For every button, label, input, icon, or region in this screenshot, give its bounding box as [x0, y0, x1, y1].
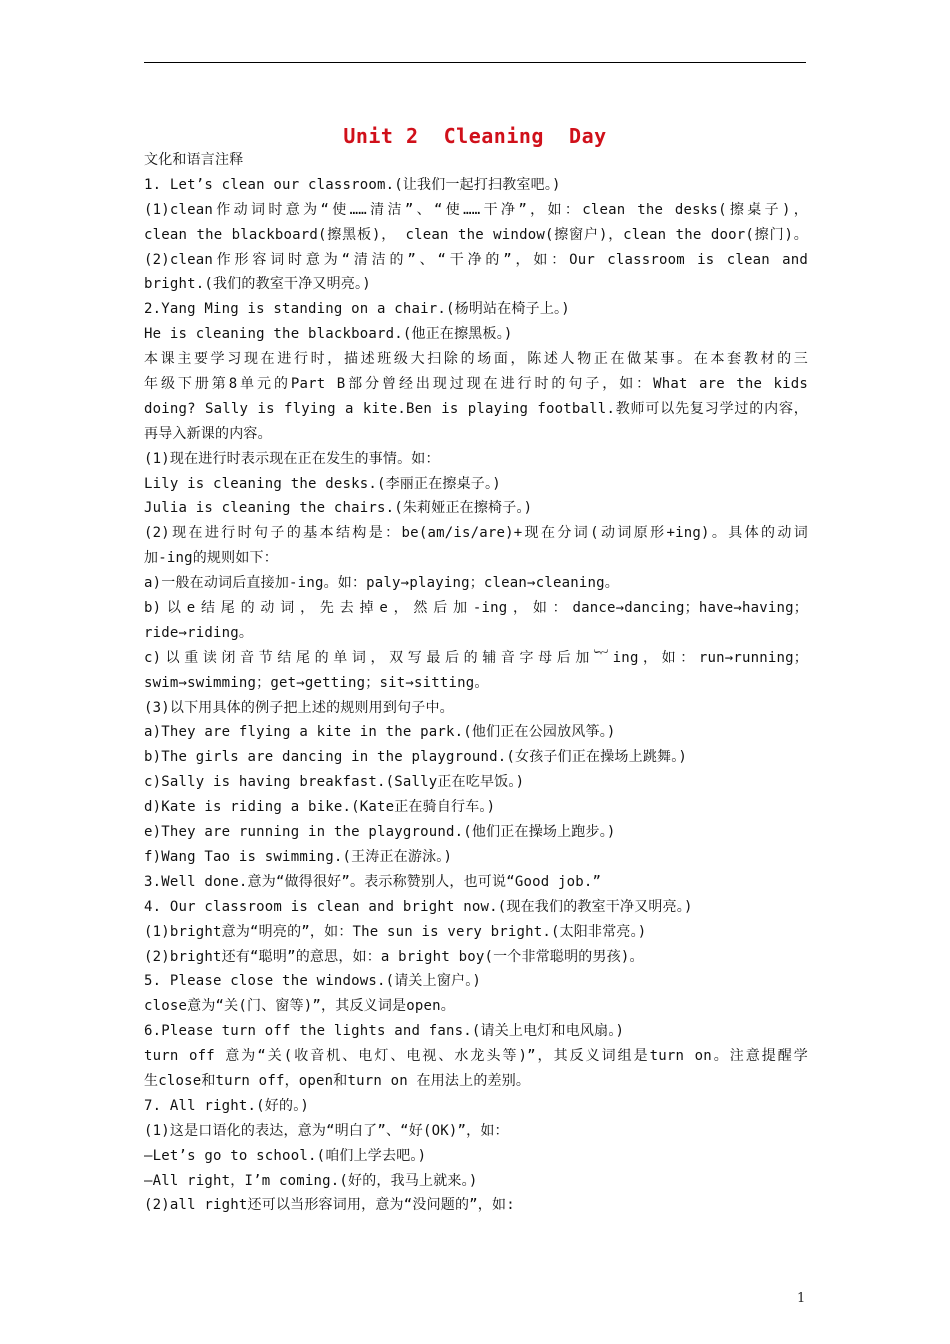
text-line: bright.(我们的教室干净又明亮。) — [144, 276, 371, 293]
text-line: Lily is cleaning the desks.(李丽正在擦桌子。) — [144, 475, 501, 492]
text-line: a)一般在动词后直接加-ing。如：paly→playing；clean→cleaning。 — [144, 575, 619, 592]
text-line: 3.Well done.意为“做得很好”。表示称赞别人，也可说“Good job.” — [144, 873, 602, 890]
text-line: ride→riding。 — [144, 624, 254, 641]
text-line: 年级下册第8单元的Part B部分曾经出现过现在进行时的句子，如：What are the kids — [144, 376, 808, 393]
text-line: c)Sally is having breakfast.(Sally正在吃早饭。) — [144, 774, 525, 791]
text-line: 生close和turn off，open和turn on 在用法上的差别。 — [144, 1072, 531, 1089]
text-line: He is cleaning the blackboard.(他正在擦黑板。) — [144, 326, 513, 343]
text-line: 4. Our classroom is clean and bright now.(现在我们的教室干净又明亮。) — [144, 898, 693, 915]
text-line: 5. Please close the windows.(请关上窗户。) — [144, 973, 482, 990]
page-number: 1 — [797, 1291, 806, 1306]
text-line: b)The girls are dancing in the playground.(女孩子们正在操场上跳舞。) — [144, 749, 688, 766]
text-line: (1)这是口语化的表达，意为“明白了”、“好(OK)”，如： — [144, 1122, 509, 1139]
text-line: e)They are running in the playground.(他们正在操场上跑步。) — [144, 824, 616, 841]
text-line: (2)现在进行时句子的基本结构是：be(am/is/are)+现在分词(动词原形+ing)。具体的动词 — [144, 525, 808, 542]
text-line: (2)all right还可以当形容词用，意为“没问题的”，如: — [144, 1197, 515, 1214]
text-line: d)Kate is riding a bike.(Kate正在骑自行车。) — [144, 799, 496, 816]
text-line: turn off 意为“关(收音机、电灯、电视、水龙头等)”，其反义词组是turn on。注意提醒学 — [144, 1048, 808, 1065]
text-line: clean the blackboard(擦黑板)， clean the window(擦窗户)，clean the door(擦门)。 — [144, 226, 808, 243]
text-line: doing? Sally is flying a kite.Ben is playing football.教师可以先复习学过的内容， — [144, 400, 808, 417]
text-line: c)以重读闭音节结尾的单词，双写最后的辅音字母后加︸ing，如：run→running； — [144, 649, 808, 666]
text-line: (3)以下用具体的例子把上述的规则用到句子中。 — [144, 699, 454, 716]
text-line: swim→swimming；get→getting；sit→sitting。 — [144, 674, 489, 691]
text-line: b)以e结尾的动词，先去掉e，然后加-ing，如：dance→dancing；have→having； — [144, 600, 808, 617]
text-line: —All right，I’m coming.(好的，我马上就来。) — [144, 1172, 478, 1189]
text-line: a)They are flying a kite in the park.(他们正在公园放风筝。) — [144, 724, 616, 741]
text-line: close意为“关(门、窗等)”，其反义词是open。 — [144, 998, 455, 1015]
text-line: 文化和语言注释 — [144, 152, 244, 168]
text-line: 本课主要学习现在进行时，描述班级大扫除的场面，陈述人物正在做某事。在本套教材的三 — [144, 351, 808, 368]
text-line: 2.Yang Ming is standing on a chair.(杨明站在椅子上。) — [144, 301, 570, 318]
text-line: —Let’s go to school.(咱们上学去吧。) — [144, 1147, 427, 1164]
text-line: 7. All right.(好的。) — [144, 1097, 310, 1114]
text-line: (1)bright意为“明亮的”，如：The sun is very bright.(太阳非常亮。) — [144, 923, 647, 940]
text-line: 6.Please turn off the lights and fans.(请关上电灯和电风扇。) — [144, 1023, 625, 1040]
text-line: (1)clean作动词时意为“使……清洁”、“使……干净”，如：clean the desks(擦桌子)， — [144, 201, 808, 218]
text-line: (1)现在进行时表示现在正在发生的事情。如： — [144, 450, 440, 467]
text-line: 加-ing的规则如下： — [144, 550, 278, 567]
text-line: Julia is cleaning the chairs.(朱莉娅正在擦椅子。) — [144, 500, 533, 517]
text-line: 再导入新课的内容。 — [144, 425, 272, 442]
text-line: 1. Let’s clean our classroom.(让我们一起打扫教室吧。) — [144, 176, 561, 193]
document-title: Unit 2 Cleaning Day — [343, 124, 607, 148]
text-line: f)Wang Tao is swimming.(王涛正在游泳。) — [144, 848, 453, 865]
header-rule — [144, 62, 806, 63]
text-line: (2)clean作形容词时意为“清洁的”、“干净的”，如：Our classroom is clean and — [144, 251, 808, 268]
document-body — [144, 148, 808, 1218]
text-line: (2)bright还有“聪明”的意思，如：a bright boy(一个非常聪明的男孩)。 — [144, 948, 644, 965]
